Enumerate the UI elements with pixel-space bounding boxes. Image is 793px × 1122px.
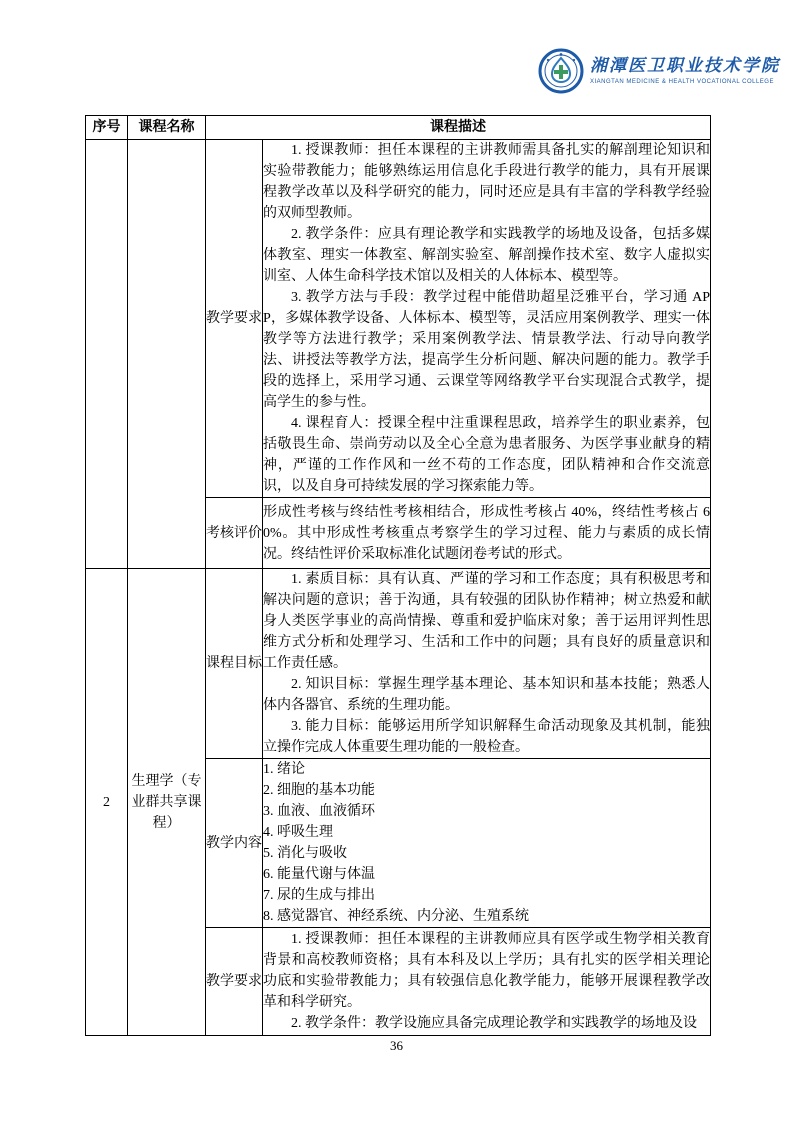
section-content (263, 140, 711, 498)
header-course-name: 课程名称 (128, 116, 206, 140)
paragraph: 2. 知识目标：掌握生理学基本理论、基本知识和基本技能；熟悉人体内各器官、系统的生理功能。 (263, 677, 710, 713)
section-content (263, 928, 711, 1036)
section-label: 教学要求 (206, 140, 263, 498)
paragraph: 2. 教学条件：教学设施应具备完成理论教学和实践教学的场地及设 (291, 1016, 697, 1031)
header-seq: 序号 (86, 116, 128, 140)
paragraph: 1. 素质目标：具有认真、严谨的学习和工作态度；具有积极思考和解决问题的意识；善于沟通，具有较强的团队协作精神；树立热爱和献身人类医学事业的高尚情操、尊重和爱护临床对象；善于运用评判性思维方式分析和处理学习、生活和工作中的问题；具有良好的质量意识和工作责任感。 (263, 572, 710, 671)
college-name-en: XIANGTAN MEDICINE & HEALTH VOCATIONAL COLLEGE (590, 78, 774, 85)
paragraph: 4. 课程育人：授课全程中注重课程思政，培养学生的职业素养，包括敬畏生命、崇尚劳动以及全心全意为患者服务、为医学事业献身的精神，严谨的工作作风和一丝不苟的工作态度，团队精神和合作交流意识，以及自身可持续发展的学习探索能力等。 (263, 416, 710, 494)
section-content (263, 498, 711, 569)
paragraph: 1. 授课教师：担任本课程的主讲教师应具有医学或生物学相关教育背景和高校教师资格；具有本科及以上学历；具有扎实的医学相关理论功底和实验带教能力；具有较强信息化教学能力，能够开展课程教学改革和科学研究。 (263, 932, 710, 1010)
course-name-cell: 生理学（专业群共享课程） (128, 569, 206, 1036)
content-item: 7. 尿的生成与排出 (263, 888, 375, 903)
header-course-description: 课程描述 (206, 116, 711, 140)
section-label: 教学要求 (206, 928, 263, 1036)
paragraph: 3. 教学方法与手段：教学过程中能借助超星泛雅平台，学习通 APP，多媒体教学设备、人体标本、模型等，灵活应用案例教学、理实一体教学等方法进行教学；采用案例教学法、情景教学法、行动导向教学法、讲授法等教学方法，提高学生分析问题、解决问题的能力。教学手段的选择上，采用学习通、云课堂等网络教学平台实现混合式教学，提高学生的参与性。 (263, 290, 710, 410)
paragraph: 形成性考核与终结性考核相结合，形成性考核占 40%，终结性考核占 60%。其中形成性考核重点考察学生的学习过程、能力与素质的成长情况。终结性评价采取标准化试题闭卷考试的形式。 (263, 504, 710, 562)
table-row (86, 569, 711, 759)
college-emblem-icon (538, 48, 584, 94)
table-header-row (86, 116, 711, 140)
content-item: 2. 细胞的基本功能 (263, 783, 375, 798)
seq-cell: 2 (86, 569, 128, 1036)
content-item: 1. 绪论 (263, 762, 305, 777)
page-number: 36 (390, 1038, 403, 1053)
section-label: 教学内容 (206, 759, 263, 928)
content-item: 5. 消化与吸收 (263, 846, 347, 861)
table-row (86, 140, 711, 498)
content-item: 4. 呼吸生理 (263, 825, 333, 840)
content-item: 6. 能量代谢与体温 (263, 867, 375, 882)
paragraph: 2. 教学条件：应具有理论教学和实践教学的场地及设备，包括多媒体教室、理实一体教室、解剖实验室、解剖操作技术室、数字人虚拟实训室、人体生命科学技术馆以及相关的人体标本、模型等。 (263, 227, 710, 284)
section-label: 课程目标 (206, 569, 263, 759)
college-name-cn: 湘潭医卫职业技术学院 (590, 55, 780, 75)
section-content (263, 759, 711, 928)
section-label: 考核评价 (206, 498, 263, 569)
content-item: 3. 血液、血液循环 (263, 804, 375, 819)
course-name-cell (128, 140, 206, 569)
seq-cell (86, 140, 128, 569)
course-description-table (85, 115, 711, 1036)
paragraph: 1. 授课教师：担任本课程的主讲教师需具备扎实的解剖理论知识和实验带教能力；能够熟练运用信息化手段进行教学的能力，具有开展课程教学改革以及科学研究的能力，同时还应是具有丰富的学科教学经验的双师型教师。 (263, 143, 710, 221)
college-logo (538, 48, 780, 94)
paragraph: 3. 能力目标：能够运用所学知识解释生命活动现象及其机制，能独立操作完成人体重要生理功能的一般检查。 (263, 719, 710, 755)
section-content (263, 569, 711, 759)
content-item: 8. 感觉器官、神经系统、内分泌、生殖系统 (263, 909, 529, 924)
